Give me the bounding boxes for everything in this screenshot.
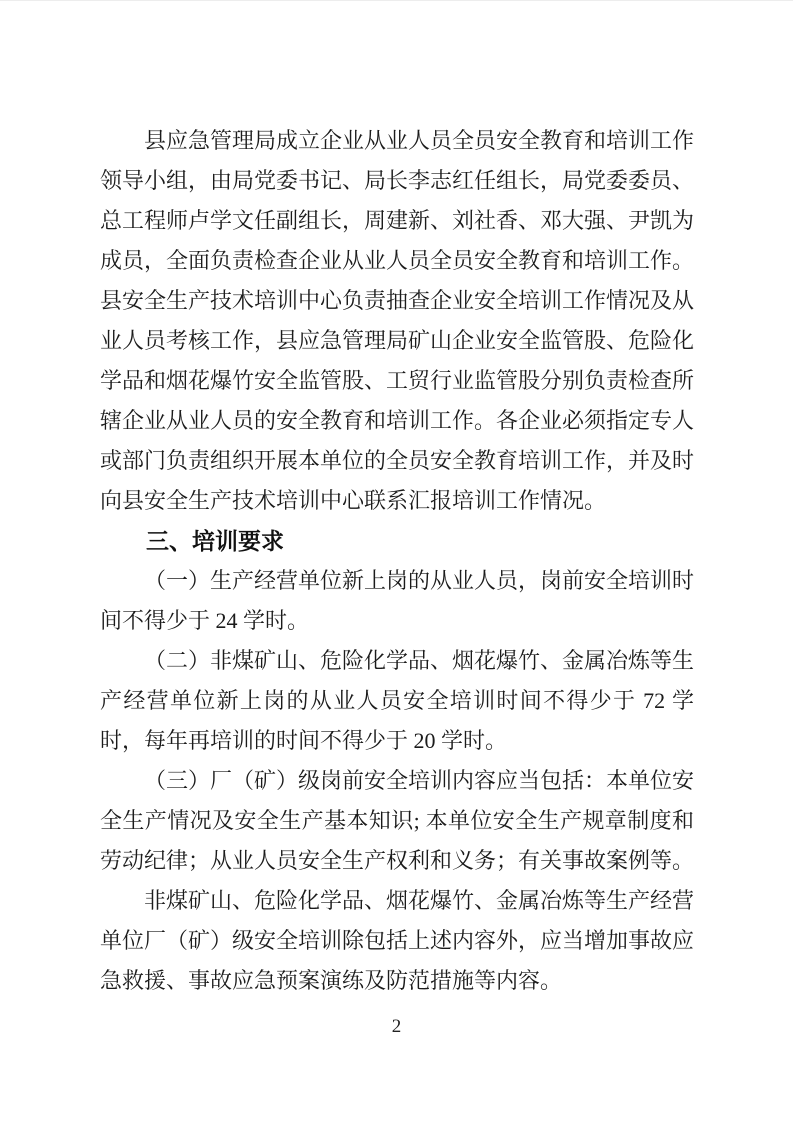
paragraph-item-3: （三）厂（矿）级岗前安全培训内容应当包括：本单位安全生产情况及安全生产基本知识; 本单位安全生产规章制度和劳动纪律；从业人员安全生产权利和义务；有关事故案例等。 (100, 768, 695, 873)
page-number: 2 (391, 1016, 402, 1037)
section-heading-training-requirements: 三、培训要求 (146, 528, 284, 554)
paragraph-leading-group: 县应急管理局成立企业从业人员全员安全教育和培训工作领导小组，由局党委书记、局长李志红任组长，局党委委员、总工程师卢学文任副组长，周建新、刘社香、邓大强、尹凯为成员，全面负责检查企业从业人员全员安全教育和培训工作。县安全生产技术培训中心负责抽查企业安全培训工作情况及从业人员考核工作，县应急管理局矿山企业安全监管股、危险化学品和烟花爆竹安全监管股、工贸行业监管股分别负责检查所辖企业从业人员的安全教育和培训工作。各企业必须指定专人或部门负责组织开展本单位的全员安全教育培训工作，并及时向县安全生产技术培训中心联系汇报培训工作情况。 (100, 128, 695, 513)
paragraph-item-2: （二）非煤矿山、危险化学品、烟花爆竹、金属冶炼等生产经营单位新上岗的从业人员安全培训时间不得少于 72 学时，每年再培训的时间不得少于 20 学时。 (100, 648, 695, 753)
document-body (100, 121, 694, 1001)
paragraph-item-1: （一）生产经营单位新上岗的从业人员，岗前安全培训时间不得少于 24 学时。 (100, 568, 695, 633)
paragraph-closing: 非煤矿山、危险化学品、烟花爆竹、金属冶炼等生产经营单位厂（矿）级安全培训除包括上述内容外，应当增加事故应急救援、事故应急预案演练及防范措施等内容。 (100, 888, 695, 993)
